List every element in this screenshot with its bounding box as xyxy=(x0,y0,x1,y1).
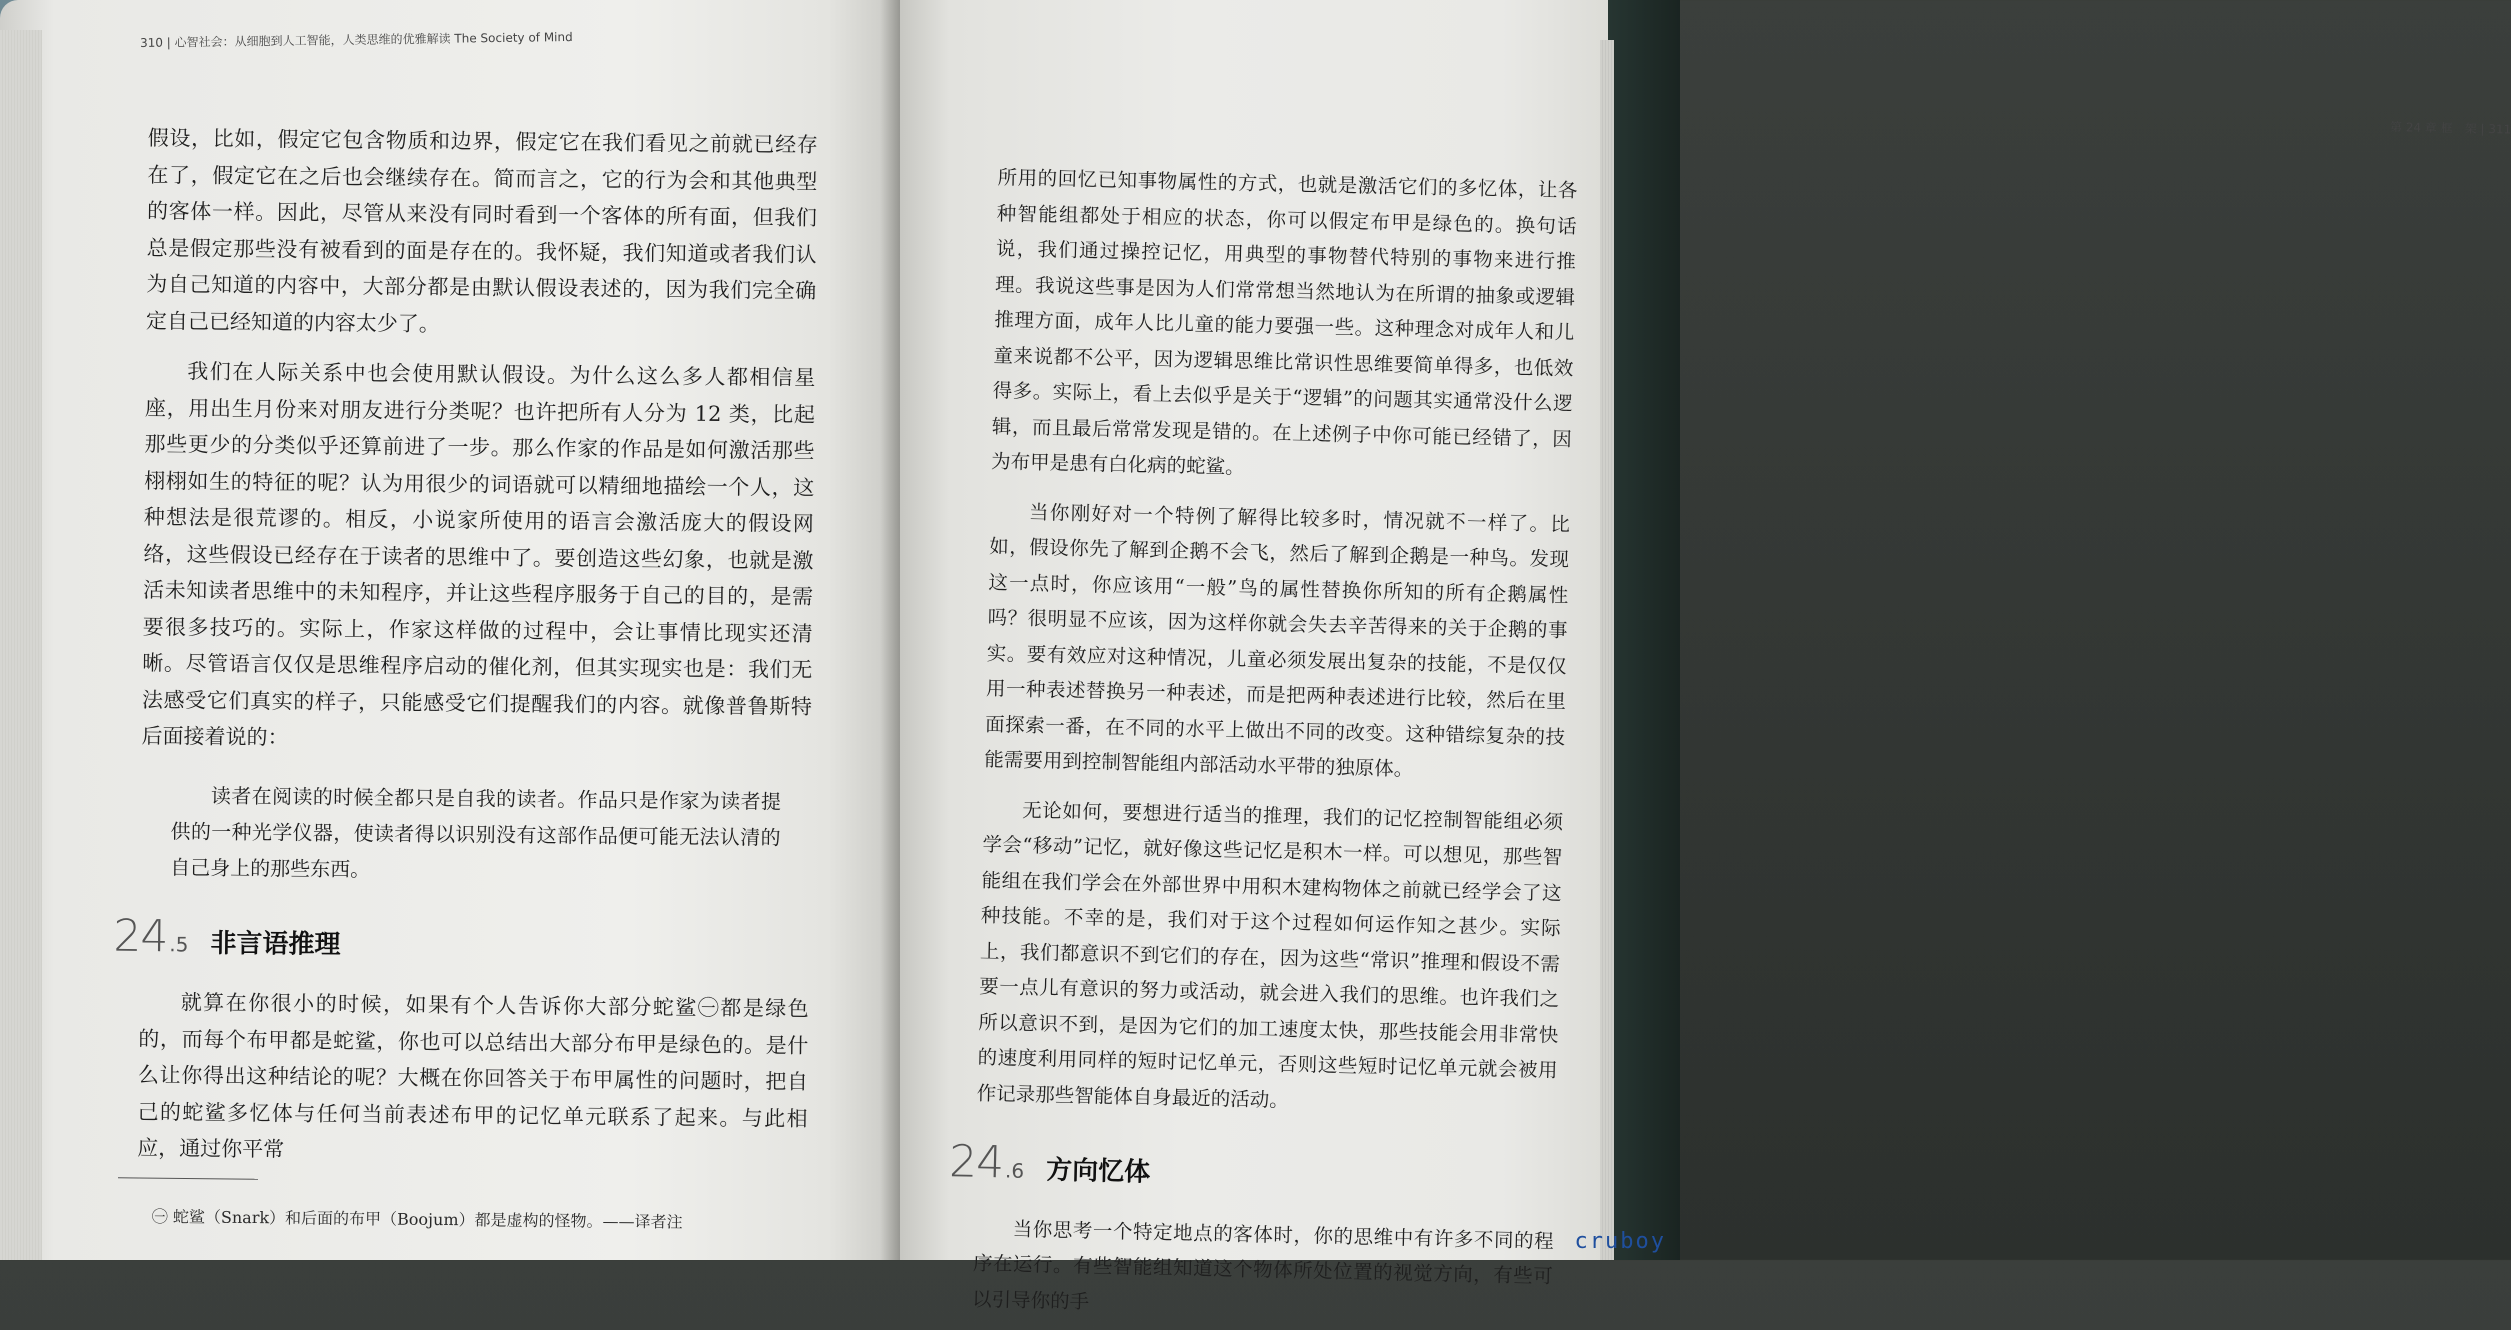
section-title: 非言语推理 xyxy=(210,928,341,960)
right-paragraph-1: 所用的回忆已知事物属性的方式，也就是激活它们的多忆体，让各种智能组都处于相应的状态，你可以假定布甲是绿色的。换句话说，我们通过操控记忆，用典型的事物替代特别的事物来进行推理。我说这些事是因为人们常常想当然地认为在所谓的抽象或逻辑推理方面，成年人比儿童的能力要强一些。这种理念对成年人和儿童来说都不公平，因为逻辑思维比常识性思维要简单得多，也低效得多。实际上，看上去似乎是关于“逻辑”的问题其实通常没什么逻辑，而且最后常常发现是错的。在上述例子中你可能已经错了，因为布甲是患有白化病的蛇鲨。 xyxy=(990,165,1578,479)
section-number: 24 xyxy=(113,910,168,962)
section-sub-number: .6 xyxy=(1004,1158,1025,1183)
section-24-5-heading xyxy=(113,910,809,969)
right-section-paragraph: 当你思考一个特定地点的客体时，你的思维中有许多不同的程序在运行。有些智能组知道这个物体所处位置的视觉方向，有些可以引导你的手 xyxy=(971,1217,1554,1313)
left-page-edges xyxy=(0,30,42,1260)
left-paragraph-2: 我们在人际关系中也会使用默认假设。为什么这么多人都相信星座，用出生月份来对朋友进行分类呢？也许把所有人分为 12 类，比起那些更少的分类似乎还算前进了一步。那么作家的作品是如何激活那些栩栩如生的特征的呢？认为用很少的词语就可以精细地描绘一个人，这种想法是很荒谬的。相反，小说家所使用的语言会激活庞大的假设网络，这些假设已经存在于读者的思维中了。要创造这些幻象，也就是激活未知读者思维中的未知程序，并让这些程序服务于自己的目的，是需要很多技巧的。实际上，作家这样做的过程中，会让事情比现实还清晰。尽管语言仅仅是思维程序启动的催化剂，但其实现实也是：我们无法感受它们真实的样子，只能感受它们提醒我们的内容。就像普鲁斯特后面接着说的： xyxy=(141,359,816,750)
right-page-edges xyxy=(1600,40,1614,1260)
section-sub-number: .5 xyxy=(169,931,189,956)
section-number: 24 xyxy=(948,1136,1004,1189)
right-paragraph-2: 当你刚好对一个特例了解得比较多时，情况就不一样了。比如，假设你先了解到企鹅不会飞，然后了解到企鹅是一种鸟。发现这一点时，你应该用“一般”鸟的属性替换你所知的所有企鹅属性吗？很明显不应该，因为这样你就会失去辛苦得来的关于企鹅的事实。要有效应对这种情况，儿童必须发展出复杂的技能，不是仅仅用一种表述替换另一种表述，而是把两种表述进行比较，然后在里面探索一番，在不同的水平上做出不同的改变。这种错综复杂的技能需要用到控制智能组内部活动水平带的独原体。 xyxy=(984,500,1571,781)
section-title: 方向忆体 xyxy=(1045,1155,1151,1188)
left-page xyxy=(0,0,900,1260)
watermark: cruboy xyxy=(1574,1229,1666,1254)
left-page-body xyxy=(113,120,818,1173)
left-section-paragraph: 就算在你很小的时候，如果有个人告诉你大部分蛇鲨㊀都是绿色的，而每个布甲都是蛇鲨，你也可以总结出大部分布甲是绿色的。是什么让你得出这种结论的呢？大概在你回答关于布甲属性的问题时，把自己的蛇鲨多忆体与任何当前表述布甲的记忆单元联系了起来。与此相应，通过你平常 xyxy=(137,990,809,1162)
left-running-head: 310 | 心智社会：从细胞到人工智能，人类思维的优雅解读 The Society of Mind xyxy=(139,29,573,50)
footnote-rule xyxy=(118,1177,258,1179)
section-24-6-heading xyxy=(948,1136,1556,1201)
proust-quote: 读者在阅读的时候全都只是自我的读者。作品只是作家为读者提供的一种光学仪器，使读者得以识别没有这部作品便可能无法认清的自己身上的那些东西。 xyxy=(170,783,782,881)
right-running-head: 第 24 章 框 架 | 311 xyxy=(2389,120,2511,137)
left-paragraph-1: 假设，比如，假定它包含物质和边界，假定它在我们看见之前就已经存在了，假定它在之后也会继续存在。简而言之，它的行为会和其他典型的客体一样。因此，尽管从来没有同时看到一个客体的所有面，但我们总是假定那些没有被看到的面是存在的。我怀疑，我们知道或者我们认为自己知道的内容中，大部分都是由默认假设表述的，因为我们完全确定自己已经知道的内容太少了。 xyxy=(145,125,818,336)
right-page-body xyxy=(948,160,1578,1330)
footnote: ㊀ 蛇鲨（Snark）和后面的布甲（Boojum）都是虚构的怪物。——译者注 xyxy=(151,1206,683,1232)
right-paragraph-3: 无论如何，要想进行适当的推理，我们的记忆控制智能组必须学会“移动”记忆，就好像这些记忆是积木一样。可以想见，那些智能组在我们学会在外部世界中用积木建构物体之前就已经学会了这种技能。不幸的是，我们对于这个过程如何运作知之甚少。实际上，我们都意识不到它们的存在，因为这些“常识”推理和假设不需要一点儿有意识的努力或活动，就会进入我们的思维。也许我们之所以意识不到，是因为它们的加工速度太快，那些技能会用非常快的速度利用同样的短时记忆单元，否则这些短时记忆单元就会被用作记录那些智能体自身最近的活动。 xyxy=(976,798,1564,1112)
